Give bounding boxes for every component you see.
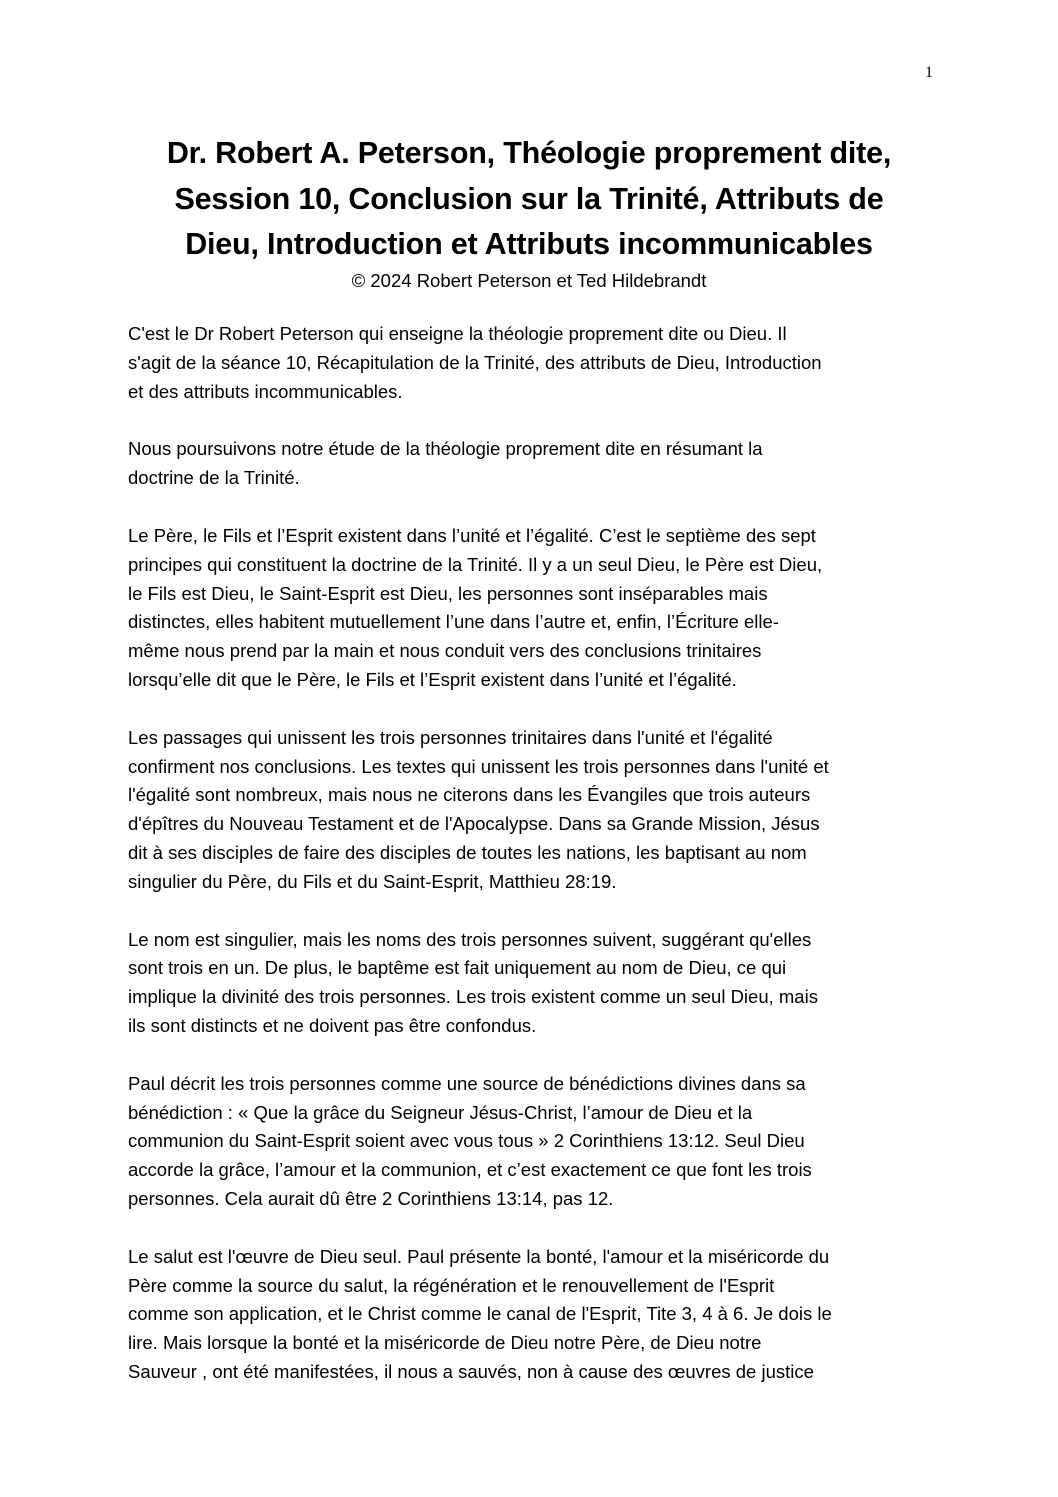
text-line: communion du Saint-Esprit soient avec vous tous » 2 Corinthiens 13:12. Seul Dieu	[128, 1130, 805, 1152]
text-line: le Fils est Dieu, le Saint-Esprit est Dieu, les personnes sont inséparables mais	[128, 582, 768, 604]
text-line: accorde la grâce, l’amour et la communion, et c’est exactement ce que font les trois	[128, 1159, 812, 1181]
paragraph	[128, 320, 938, 406]
text-line: distinctes, elles habitent mutuellement l’une dans l’autre et, enfin, l’Écriture elle-	[128, 611, 779, 633]
title-line: Session 10, Conclusion sur la Trinité, Attributs de	[174, 181, 884, 216]
title-block	[110, 131, 948, 294]
paragraph	[128, 435, 938, 493]
text-line: lorsqu’elle dit que le Père, le Fils et l’Esprit existent dans l’unité et l’égalité.	[128, 668, 737, 690]
text-line: Nous poursuivons notre étude de la théologie proprement dite en résumant la	[128, 438, 763, 460]
text-line: Paul décrit les trois personnes comme une source de bénédictions divines dans sa	[128, 1072, 806, 1094]
text-line: et des attributs incommunicables.	[128, 380, 403, 402]
text-line: Les passages qui unissent les trois personnes trinitaires dans l'unité et l'égalité	[128, 726, 773, 748]
text-line: dit à ses disciples de faire des disciples de toutes les nations, les baptisant au nom	[128, 841, 807, 863]
text-line: Le salut est l'œuvre de Dieu seul. Paul présente la bonté, l'amour et la miséricorde du	[128, 1245, 830, 1267]
document-title	[110, 131, 948, 268]
title-line: Dieu, Introduction et Attributs incommunicables	[185, 227, 873, 261]
text-line: bénédiction : « Que la grâce du Seigneur Jésus-Christ, l’amour de Dieu et la	[128, 1101, 753, 1123]
text-line: C'est le Dr Robert Peterson qui enseigne la théologie proprement dite ou Dieu. Il	[128, 323, 787, 344]
copyright-line: © 2024 Robert Peterson et Ted Hildebrandt	[351, 269, 707, 291]
paragraph	[128, 1070, 938, 1214]
paragraph	[128, 522, 938, 695]
paragraph	[128, 724, 938, 897]
paragraph	[128, 1243, 938, 1387]
text-line: Le nom est singulier, mais les noms des trois personnes suivent, suggérant qu'elles	[128, 928, 812, 950]
text-line: lire. Mais lorsque la bonté et la miséricorde de Dieu notre Père, de Dieu notre	[128, 1332, 762, 1354]
text-line: personnes. Cela aurait dû être 2 Corinthiens 13:14, pas 12.	[128, 1187, 614, 1209]
text-line: s'agit de la séance 10, Récapitulation de la Trinité, des attributs de Dieu, Introduction	[128, 351, 822, 373]
page-number: 1	[925, 64, 933, 81]
title-line: Dr. Robert A. Peterson, Théologie proprement dite,	[166, 136, 892, 170]
text-line: comme son application, et le Christ comme le canal de l'Esprit, Tite 3, 4 à 6. Je dois le	[128, 1303, 832, 1325]
document-body	[128, 320, 938, 1416]
text-line: principes qui constituent la doctrine de la Trinité. Il y a un seul Dieu, le Père est Dieu,	[128, 553, 823, 575]
text-line: implique la divinité des trois personnes. Les trois existent comme un seul Dieu, mais	[128, 986, 818, 1008]
paragraph	[128, 926, 938, 1041]
text-line: d'épîtres du Nouveau Testament et de l'Apocalypse. Dans sa Grande Mission, Jésus	[128, 813, 820, 835]
text-line: sont trois en un. De plus, le baptême est fait uniquement au nom de Dieu, ce qui	[128, 957, 787, 979]
text-line: l'égalité sont nombreux, mais nous ne citerons dans les Évangiles que trois auteurs	[128, 784, 811, 806]
text-line: confirment nos conclusions. Les textes qui unissent les trois personnes dans l'unité et	[128, 755, 829, 777]
text-line: ils sont distincts et ne doivent pas être confondus.	[128, 1014, 537, 1036]
text-line: Sauveur , ont été manifestées, il nous a sauvés, non à cause des œuvres de justice	[128, 1360, 814, 1382]
text-line: singulier du Père, du Fils et du Saint-Esprit, Matthieu 28:19.	[128, 870, 617, 892]
text-line: doctrine de la Trinité.	[128, 467, 300, 489]
text-line: Le Père, le Fils et l’Esprit existent dans l’unité et l’égalité. C’est le septième des sept	[128, 524, 816, 546]
text-line: Père comme la source du salut, la régénération et le renouvellement de l'Esprit	[128, 1274, 775, 1296]
text-line: même nous prend par la main et nous conduit vers des conclusions trinitaires	[128, 640, 762, 662]
